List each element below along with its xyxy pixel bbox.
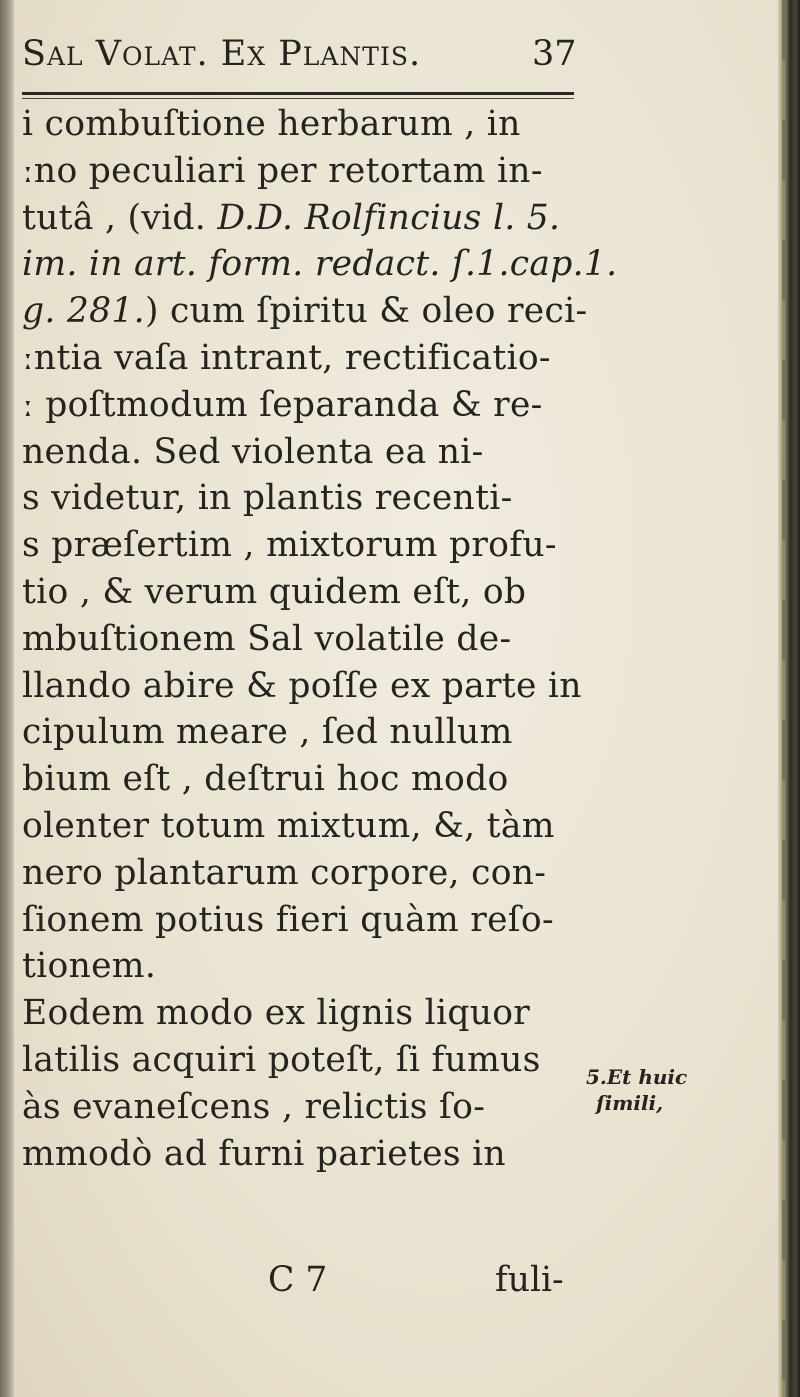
text-line: [22, 757, 509, 801]
text-line: [22, 196, 560, 240]
roman-text: ſionem potius fieri quàm reſo-: [22, 899, 554, 940]
text-line: [22, 1038, 541, 1082]
roman-text: mbuſtionem Sal volatile de-: [22, 618, 512, 659]
text-line: [22, 1085, 485, 1129]
roman-text: llando abire & poſſe ex parte in: [22, 665, 582, 706]
roman-text: bium eſt , deſtrui hoc modo: [22, 759, 509, 800]
text-line: [22, 710, 513, 754]
roman-text: cipulum meare , ſed nullum: [22, 712, 513, 753]
text-line: [22, 289, 587, 333]
roman-text: nero plantarum corpore, con-: [22, 852, 547, 893]
roman-text: nenda. Sed violenta ea ni-: [22, 431, 484, 472]
text-line: [22, 476, 513, 520]
text-line: [22, 991, 530, 1035]
text-line: [22, 851, 546, 895]
roman-text: s videtur, in plantis recenti-: [22, 478, 513, 519]
roman-text: ː poſtmodum ſeparanda & re-: [22, 384, 543, 425]
running-head: Sal Volat. Ex Plantis.: [22, 34, 422, 74]
italic-text: D.D. Rolfincius l. 5.: [217, 197, 561, 238]
page-header: [22, 34, 582, 94]
italic-text: im. in art. form. redact. ſ.1.cap.1.: [22, 244, 618, 285]
roman-text: mmodò ad furni parietes in: [22, 1133, 506, 1174]
roman-text: ːno peculiari per retortam in-: [22, 150, 543, 191]
marginal-note-line-2: ſimili,: [596, 1091, 664, 1115]
roman-text: olenter totum mixtum, &, tàm: [22, 806, 555, 846]
binding-gutter: [0, 0, 14, 1397]
text-line: [22, 617, 511, 661]
text-line: [22, 242, 617, 286]
roman-text: s præſertim , mixtorum profu-: [22, 525, 557, 566]
roman-text: às evaneſcens , relictis ſo-: [22, 1086, 486, 1127]
text-line: [22, 898, 554, 942]
marginal-note-line-1: 5.Et huic: [586, 1065, 688, 1089]
roman-text: tio , & verum quidem eſt, ob: [22, 572, 527, 612]
text-line: [22, 430, 484, 474]
text-line: [22, 570, 526, 614]
text-line: [22, 944, 156, 988]
text-line: [22, 336, 551, 380]
roman-text: latilis acquiri poteſt, ſi fumus: [22, 1040, 541, 1080]
text-line: [22, 664, 582, 708]
page-number: 37: [532, 34, 577, 74]
roman-text: ːntia vaſa intrant, rectificatio-: [22, 338, 551, 378]
italic-text: g. 281.: [22, 291, 145, 332]
text-line: [22, 102, 521, 146]
text-line: [22, 523, 557, 567]
text-line: [22, 804, 555, 848]
text-line: [22, 383, 543, 427]
roman-text: i combuſtione herbarum , in: [22, 104, 521, 144]
facing-page-edge: [778, 0, 800, 1397]
roman-text: Eodem modo ex lignis liquor: [22, 993, 531, 1034]
text-line: [22, 1132, 506, 1176]
roman-text: tionem.: [22, 946, 157, 987]
roman-text: ) cum ſpiritu & oleo reci-: [144, 291, 588, 332]
catchword: fuli-: [495, 1260, 564, 1300]
header-rule: [22, 92, 574, 95]
text-line: [22, 149, 543, 193]
signature-mark: C 7: [268, 1260, 328, 1300]
roman-text: tutâ , (vid.: [22, 197, 218, 238]
